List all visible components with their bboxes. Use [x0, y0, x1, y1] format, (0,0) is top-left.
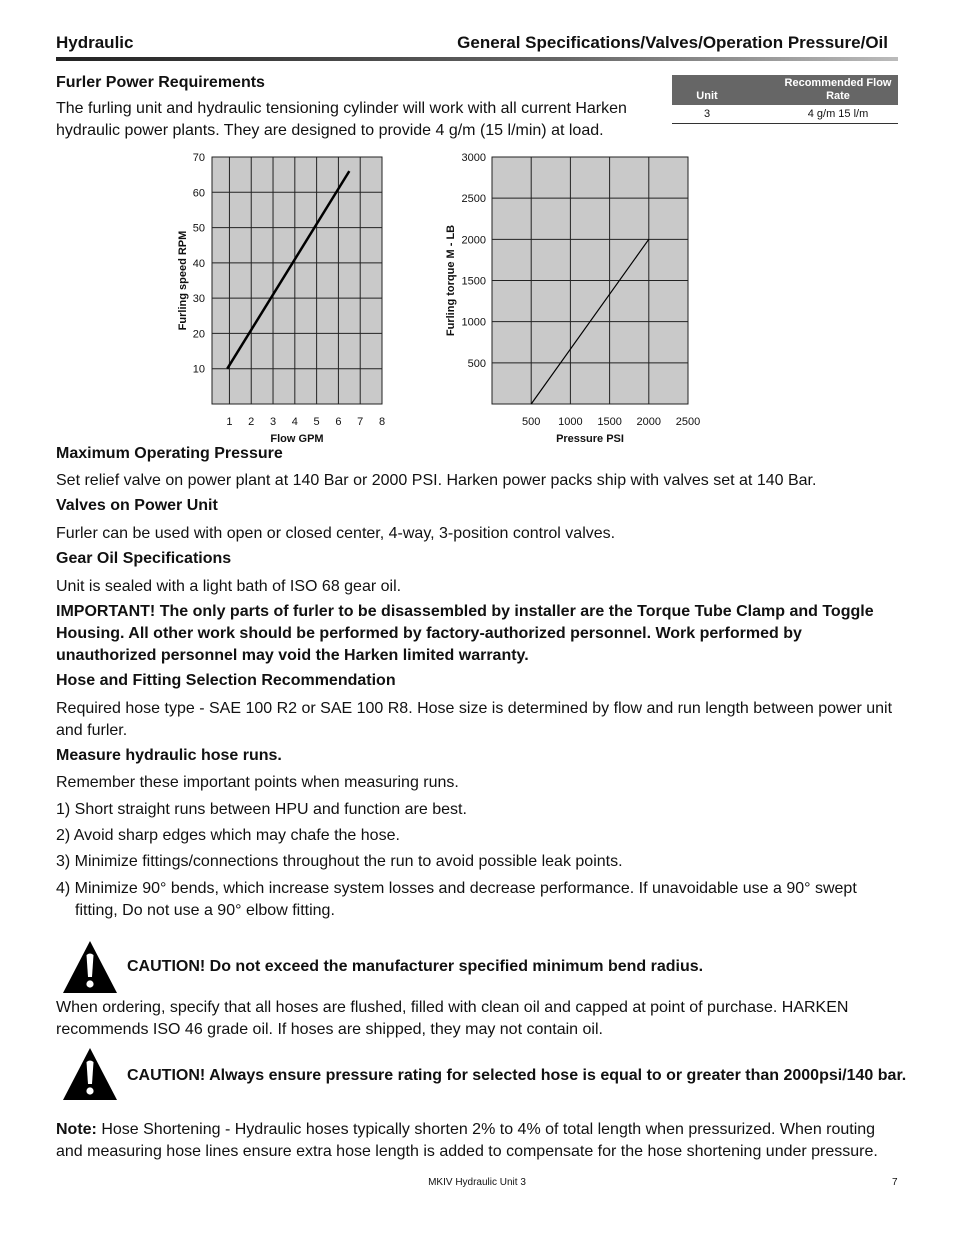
measure-intro: Remember these important points when measuring runs.: [56, 774, 459, 791]
x-tick-label: 1: [226, 416, 233, 428]
max-pressure-heading: Maximum Operating Pressure: [56, 445, 283, 462]
x-tick-label: 2000: [636, 416, 662, 428]
y-tick-label: 3000: [461, 152, 486, 164]
important-notice: IMPORTANT! The only parts of furler to be disassembled by installer are the Torque Tube Clamp and Toggle Housing. All other work should be performed by factory-authorized personnel. Work performed by unauthorized personnel may void the Harken limited warranty.: [56, 603, 874, 664]
x-tick-label: 500: [522, 416, 541, 428]
y-tick-label: 1000: [461, 316, 486, 329]
page-number: 7: [892, 1177, 898, 1188]
ordering-text: When ordering, specify that all hoses are flushed, filled with clean oil and capped at point of purchase. HARKEN recommends ISO 46 grade oil. If hoses are shipped, they may not contain oil.: [56, 999, 849, 1038]
y-tick-label: 2500: [461, 193, 486, 206]
x-tick-label: 6: [335, 416, 342, 428]
y-axis-label: Furling speed RPM: [177, 230, 189, 331]
furler-power-heading: Furler Power Requirements: [56, 74, 265, 91]
y-tick-label: 20: [192, 328, 205, 341]
caution-bend-radius: CAUTION! Do not exceed the manufacturer specified minimum bend radius.: [127, 958, 704, 975]
hose-text: Required hose type - SAE 100 R2 or SAE 100 R8. Hose size is determined by flow and run length between power unit and furler.: [56, 700, 893, 739]
table-cell-unit: 3: [672, 105, 742, 124]
table-header-flow: Recommended Flow Rate: [742, 75, 898, 105]
x-tick-label: 7: [357, 416, 364, 428]
y-tick-label: 1500: [461, 275, 486, 288]
y-tick-label: 60: [192, 187, 205, 200]
valves-text: Furler can be used with open or closed center, 4-way, 3-position control valves.: [56, 525, 616, 542]
y-tick-label: 2000: [461, 234, 486, 247]
list-item: 1) Short straight runs between HPU and function are best.: [56, 801, 467, 818]
measure-heading: Measure hydraulic hose runs.: [56, 747, 282, 764]
x-tick-label: 8: [378, 416, 386, 428]
x-tick-label: 4: [291, 416, 298, 428]
hose-heading: Hose and Fitting Selection Recommendation: [56, 672, 396, 689]
footer-doc-title: MKIV Hydraulic Unit 3: [428, 1177, 526, 1188]
table-header-unit: Unit: [672, 75, 742, 105]
page-title: General Specifications/Valves/Operation Pressure/Oil: [457, 33, 888, 52]
list-item: 3) Minimize fittings/connections throughout the run to avoid possible leak points.: [56, 853, 623, 870]
x-tick-label: 1000: [558, 416, 583, 428]
max-pressure-text: Set relief valve on power plant at 140 Bar or 2000 PSI. Harken power packs ship with valves set at 140 Bar.: [56, 472, 817, 489]
x-axis-label: Pressure PSI: [556, 433, 624, 445]
warning-triangle-icon: [62, 1047, 118, 1101]
note-label: Note:: [56, 1121, 97, 1138]
list-item: 2) Avoid sharp edges which may chafe the hose.: [56, 827, 400, 844]
x-tick-label: 2: [248, 416, 255, 428]
y-tick-label: 10: [192, 363, 205, 376]
list-item: 4) Minimize 90° bends, which increase system losses and decrease performance. If unavoidable use a 90° swept fitting, Do not use a 90° elbow fitting.: [56, 880, 857, 919]
x-tick-label: 3: [269, 416, 277, 428]
warning-triangle-icon: [62, 940, 118, 994]
y-axis-label: Furling torque M - LB: [445, 224, 457, 337]
valves-heading: Valves on Power Unit: [56, 497, 218, 514]
caution-pressure-rating: CAUTION! Always ensure pressure rating for selected hose is equal to or greater than 2000psi/140 bar.: [127, 1067, 907, 1084]
gear-oil-heading: Gear Oil Specifications: [56, 550, 232, 567]
note-text: Hose Shortening - Hydraulic hoses typically shorten 2% to 4% of total length when pressurized. When routing and measuring hose lines ensure extra hose length is added to compensate for the hose shortening under pressure.: [56, 1121, 878, 1160]
y-tick-label: 500: [467, 357, 486, 370]
x-axis-label: Flow GPM: [270, 433, 324, 445]
y-tick-label: 30: [192, 293, 205, 306]
table-cell-flow: 4 g/m 15 l/m: [742, 105, 898, 124]
y-tick-label: 50: [192, 222, 205, 235]
furler-power-text: The furling unit and hydraulic tensioning cylinder will work with all current Harken hydraulic power plants. They are designed to provide 4 g/m (15 l/min) at load.: [56, 100, 627, 139]
note-paragraph: [56, 1119, 898, 1163]
x-tick-label: 1500: [597, 416, 622, 428]
y-tick-label: 40: [192, 257, 205, 270]
x-tick-label: 2500: [675, 416, 701, 428]
gear-oil-text: Unit is sealed with a light bath of ISO 68 gear oil.: [56, 578, 402, 595]
furling-torque-chart-svg: [0, 0, 954, 450]
section-title: Hydraulic: [56, 33, 134, 52]
y-tick-label: 70: [192, 152, 205, 164]
x-tick-label: 5: [313, 416, 320, 428]
